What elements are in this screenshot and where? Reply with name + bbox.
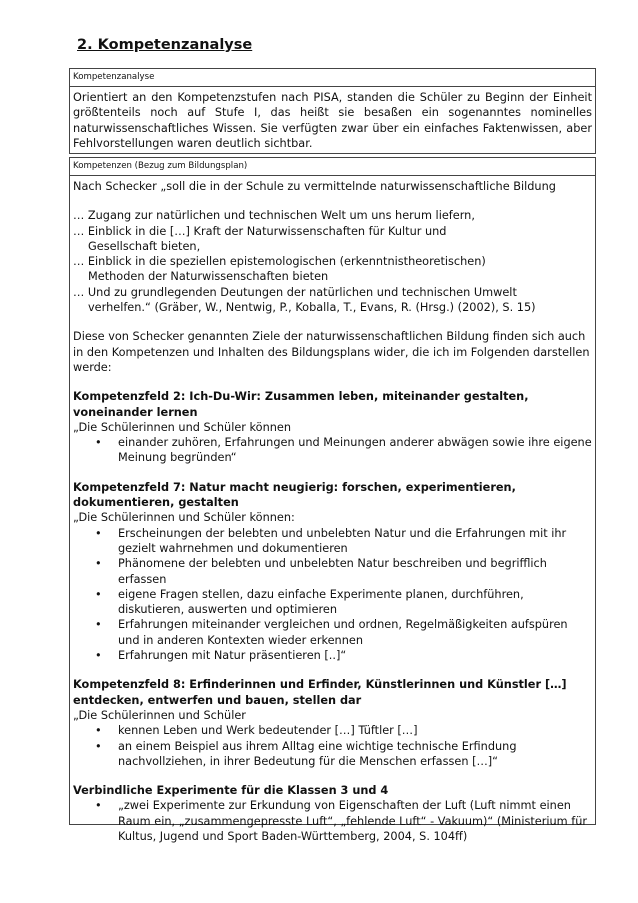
analysis-text: Orientiert an den Kompetenzstufen nach PISA, standen die Schüler zu Beginn der Einheit größtenteils noch auf Stufe I, das heißt sie besaßen ein sogenanntes nominelles naturwissenschaftliches Wissen. Sie verfügten zwar über ein einfaches Faktenwissen, aber Fehlvorstellungen waren deutlich sichtbar. <box>73 91 592 150</box>
quote-line: … Und zu grundlegenden Deutungen der natürlichen und technischen Umwelt <box>73 285 517 299</box>
list-item: • Erscheinungen der belebten und unbelebten Natur und die Erfahrungen mit ihr gezielt wahrnehmen und dokumentieren <box>73 526 592 557</box>
competences-box-header: Kompetenzen (Bezug zum Bildungsplan) <box>70 158 595 176</box>
page-title: 2. Kompetenzanalyse <box>77 37 253 53</box>
list-item: • Erfahrungen mit Natur präsentieren [..]“ <box>73 648 592 663</box>
list-item: • kennen Leben und Werk bedeutender […] Tüftler […] <box>73 723 592 738</box>
quote-line: Methoden der Naturwissenschaften bieten <box>88 270 329 284</box>
kf8-lead: „Die Schülerinnen und Schüler <box>73 708 246 722</box>
list-item: • eigene Fragen stellen, dazu einfache Experimente planen, durchführen, diskutieren, auswerten und optimieren <box>73 587 592 618</box>
list-item: • „zwei Experimente zur Erkundung von Eigenschaften der Luft (Luft nimmt einen Raum ein, „zusammengepresste Luft“, „fehlende Luft“ - Vakuum)“ (Ministerium für Kultus, Jugend und Sport Baden-Württemberg, 2004, S. 104ff) <box>73 798 592 844</box>
spacer <box>73 663 592 677</box>
list-item: • an einem Beispiel aus ihrem Alltag eine wichtige technische Erfindung nachvollziehen, in ihrer Bedeutung für die Menschen erfassen […]“ <box>73 739 592 770</box>
spacer <box>73 769 592 783</box>
kf7-title: Kompetenzfeld 7: Natur macht neugierig: forschen, experimentieren, dokumentieren, gestalten <box>73 480 516 510</box>
list-item: • Phänomene der belebten und unbelebten Natur beschreiben und begrifflich erfassen <box>73 556 592 587</box>
kf7-lead: „Die Schülerinnen und Schüler können: <box>73 511 295 525</box>
competences-body <box>70 176 595 844</box>
list-item: • einander zuhören, Erfahrungen und Meinungen anderer abwägen sowie ihre eigene Meinung begründen“ <box>73 435 592 466</box>
kf2-lead: „Die Schülerinnen und Schüler können <box>73 420 292 434</box>
analysis-box-header: Kompetenzanalyse <box>70 69 595 87</box>
analysis-box <box>69 68 596 154</box>
quote-line: verhelfen.“ (Gräber, W., Nentwig, P., Koballa, T., Evans, R. (Hrsg.) (2002), S. 15) <box>88 301 536 315</box>
experiments-list <box>73 798 592 844</box>
quote-line: … Zugang zur natürlichen und technischen Welt um uns herum liefern, <box>73 209 475 223</box>
list-item: • Erfahrungen miteinander vergleichen und ordnen, Regelmäßigkeiten aufspüren und in anderen Kontexten wieder erkennen <box>73 617 592 648</box>
schecker-intro: Nach Schecker „soll die in der Schule zu vermittelnde naturwissenschaftliche Bildung <box>73 180 556 193</box>
kf2-list <box>73 435 592 466</box>
spacer <box>73 466 592 480</box>
quote-line: Gesellschaft bieten, <box>88 239 201 253</box>
competences-box <box>69 157 596 843</box>
spacer <box>73 315 592 329</box>
schecker-paragraph: Diese von Schecker genannten Ziele der naturwissenschaftlichen Bildung finden sich auch in den Kompetenzen und Inhalten des Bildungsplans wider, die ich im Folgenden darstellen werde: <box>73 330 590 374</box>
kf8-list <box>73 723 592 769</box>
experiments-title: Verbindliche Experimente für die Klassen 3 und 4 <box>73 784 389 798</box>
kf7-list <box>73 526 592 664</box>
quote-line: … Einblick in die […] Kraft der Naturwissenschaften für Kultur und <box>73 224 447 238</box>
quote-line: … Einblick in die speziellen epistemologischen (erkenntnistheoretischen) <box>73 255 486 269</box>
spacer <box>73 375 592 389</box>
kf8-title: Kompetenzfeld 8: Erfinderinnen und Erfinder, Künstlerinnen und Künstler […] entdecken, entwerfen und bauen, stellen dar <box>73 678 567 707</box>
kf2-title: Kompetenzfeld 2: Ich-Du-Wir: Zusammen leben, miteinander gestalten, voneinander lernen <box>73 390 529 419</box>
spacer <box>73 194 592 208</box>
